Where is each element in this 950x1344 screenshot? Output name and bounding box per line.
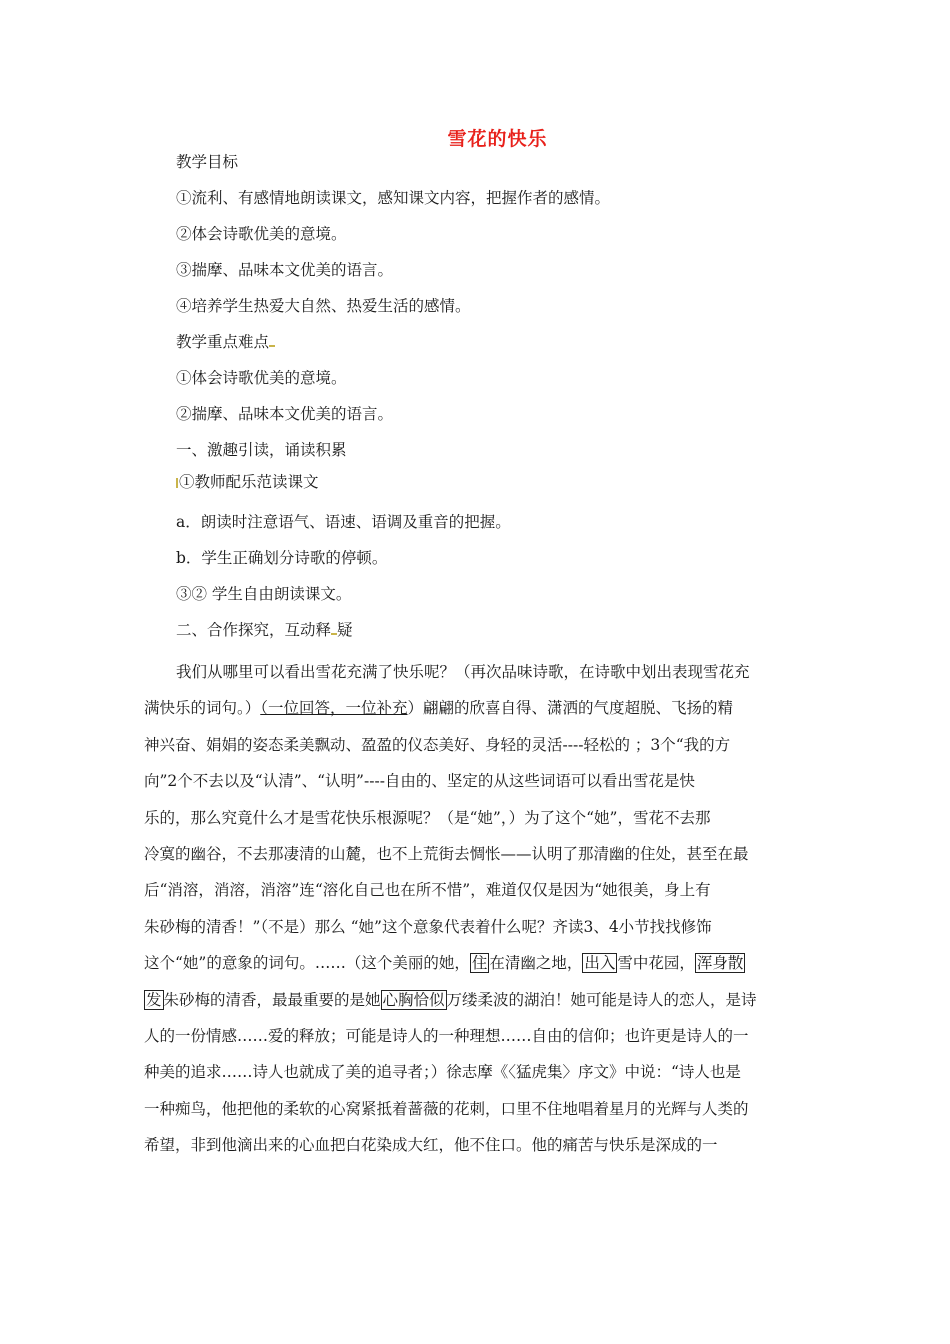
paragraph-line: 满快乐的词句。）（一位回答，一位补充）翩翩的欣喜自得、潇洒的气度超脱、飞扬的精 xyxy=(144,699,734,718)
objective-item-4: ④培养学生热爱大自然、热爱生活的感情。 xyxy=(176,297,471,315)
paragraph-line: 我们从哪里可以看出雪花充满了快乐呢？（再次品味诗歌，在诗歌中划出表现雪花充 xyxy=(176,663,750,681)
paragraph-line: 发 朱砂梅的清香，最最重要的是她 心胸恰似 万缕柔波的湖泊！她可能是诗人的恋人，是诗 xyxy=(146,990,757,1009)
section-heading-key-points: 教学重点难点 xyxy=(176,332,275,352)
paragraph-line: 向”2个不去以及“认清”、“认明”----自由的、坚定的从这些词语可以看出雪花是快 xyxy=(144,772,695,791)
paragraph-line: 乐的，那么究竟什么才是雪花快乐根源呢？（是“她”，）为了这个“她”，雪花不去那 xyxy=(144,808,711,827)
step-item-a: a．朗读时注意语气、语速、语调及重音的把握。 xyxy=(176,513,511,531)
paragraph-line: 神兴奋、娟娟的姿态柔美飘动、盈盈的仪态美好、身轻的灵活----轻松的 ；3个“我的方 xyxy=(144,735,731,754)
key-point-item-1: ①体会诗歌优美的意境。 xyxy=(176,369,347,387)
paragraph-line: 这个“她”的意象的词句。……（这个美丽的她， 住 在清幽之地， 出入 雪中花园， 浑身散 xyxy=(144,954,744,973)
boxed-word: 出入 xyxy=(584,954,616,973)
paragraph-line: 一种痴鸟，他把他的柔软的心窝紧抵着蔷薇的花刺，口里不住地唱着星月的光辉与人类的 xyxy=(144,1099,749,1118)
body-paragraph xyxy=(144,654,804,1163)
boxed-word: 浑身散 xyxy=(696,954,744,973)
underlined-text: （一位回答，一位补充 xyxy=(260,699,408,718)
section-heading-2: 二、合作探究，互动释 疑 xyxy=(176,621,353,639)
paragraph-line: 人的一份情感……爱的释放；可能是诗人的一种理想……自由的信仰；也许更是诗人的一 xyxy=(144,1026,749,1045)
step-item-b: b．学生正确划分诗歌的停顿。 xyxy=(176,549,388,567)
boxed-word: 心胸恰似 xyxy=(382,990,445,1009)
key-point-item-2: ②揣摩、品味本文优美的语言。 xyxy=(176,405,394,423)
paragraph-line: 冷寞的幽谷，不去那凄清的山麓，也不上荒街去惆怅——认明了那清幽的住处，甚至在最 xyxy=(144,844,749,863)
paragraph-line: 朱砂梅的清香！”（不是）那么 “她”这个意象代表着什么呢？齐读3、4小节找找修饰 xyxy=(144,917,712,936)
paragraph-line: 希望，非到他滴出来的心血把白花染成大红，他不住口。他的痛苦与快乐是深成的一 xyxy=(144,1136,718,1155)
edit-mark xyxy=(269,345,275,347)
paragraph-line: 种美的追求……诗人也就成了美的追寻者；）徐志摩《〈猛虎集〉序文》中说：“诗人也是 xyxy=(144,1063,741,1082)
section-heading-1: 一、激趣引读，诵读积累 xyxy=(176,441,347,459)
objective-item-1: ①流利、有感情地朗读课文，感知课文内容，把握作者的感情。 xyxy=(176,189,611,207)
page-title: 雪花的快乐 xyxy=(447,128,548,150)
step-item-1: ①教师配乐范读课文 xyxy=(176,472,319,492)
boxed-word: 发 xyxy=(146,990,162,1009)
section-heading-objectives: 教学目标 xyxy=(176,153,239,171)
edit-mark xyxy=(176,478,178,488)
objective-item-2: ②体会诗歌优美的意境。 xyxy=(176,225,347,243)
objective-item-3: ③揣摩、品味本文优美的语言。 xyxy=(176,261,394,279)
step-item-3: ③② 学生自由朗读课文。 xyxy=(176,585,352,603)
paragraph-line: 后“消溶，消溶，消溶”连“溶化自己也在所不惜”，难道仅仅是因为“她很美，身上有 xyxy=(144,881,711,900)
boxed-word: 住 xyxy=(471,954,488,973)
